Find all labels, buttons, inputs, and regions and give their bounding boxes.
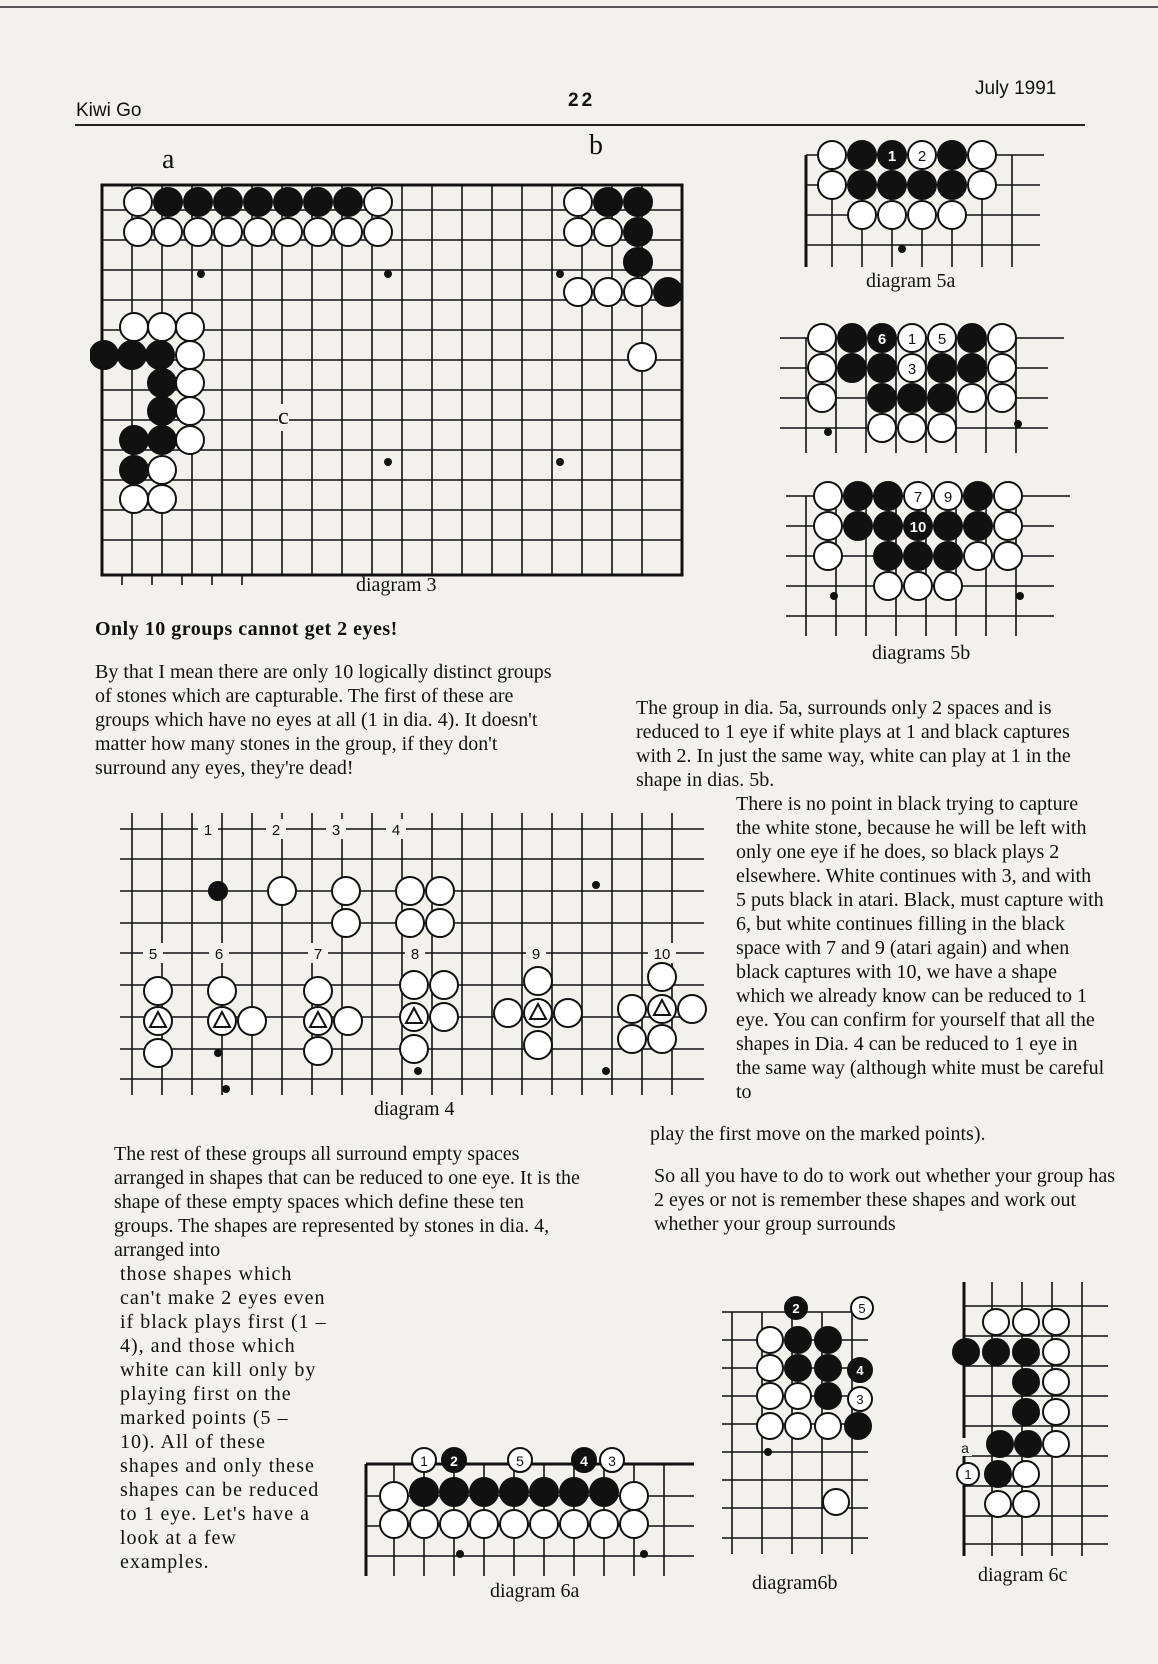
d6a-move-2: 2	[450, 1453, 458, 1469]
d4-num-10: 10	[653, 946, 671, 963]
d4-num-1: 1	[203, 822, 213, 839]
d6b-move-4: 4	[856, 1363, 864, 1378]
d6a-move-5: 5	[516, 1453, 524, 1469]
diagram-6c-board	[944, 1276, 1124, 1566]
magazine-title: Kiwi Go	[76, 100, 142, 121]
d6a-move-4: 4	[580, 1453, 588, 1469]
page-number: 22	[568, 90, 596, 111]
diagram-3-label-c: c	[278, 404, 289, 430]
d5b-move-5: 5	[937, 331, 947, 348]
diagram-4-board	[118, 805, 712, 1105]
diagram-6b-caption: diagram6b	[752, 1572, 838, 1594]
diagram-6a-caption: diagram 6a	[490, 1580, 580, 1602]
left-paragraph-2: The rest of these groups all surround empty spaces arranged in shapes that can be reduced to one eye. It is the shape of these empty spaces which define these ten groups. The shapes are represented by stones in dia. 4, arranged into	[114, 1143, 580, 1261]
diagram-5b-bottom-board	[784, 478, 1074, 638]
right-paragraph-1-cont: There is no point in black trying to capture the white stone, because he will be left with only one eye if he does, so black plays 2 elsewhere. White continues with 3, and with 5 puts black in atari. Black, must capture with 6, but white continues filling in the black space with 7 and 9 (atari again) and when black captures with 10, we have a shape which we already know can be reduced to 1 eye. You can confirm for yourself that all the shapes in Dia. 4 can be reduced to 1 eye in the same way (although white must be careful to	[736, 793, 1105, 1103]
d5b-move-7: 7	[913, 489, 923, 506]
diagram-4-caption: diagram 4	[374, 1098, 455, 1120]
top-edge-rule	[0, 6, 1158, 8]
d5b-move-1: 1	[907, 331, 917, 348]
d4-num-9: 9	[531, 946, 541, 963]
diagram-5b-caption: diagrams 5b	[872, 642, 971, 664]
section-heading: Only 10 groups cannot get 2 eyes!	[95, 618, 398, 640]
diagram-5b-top-board	[778, 318, 1068, 458]
diagram-5a-caption: diagram 5a	[866, 270, 956, 292]
d6c-move-1: 1	[964, 1467, 972, 1482]
d6a-move-3: 3	[608, 1453, 616, 1469]
diagram-6b-board	[718, 1292, 888, 1562]
issue-date: July 1991	[975, 78, 1057, 99]
right-paragraph-1: The group in dia. 5a, surrounds only 2 spaces and is reduced to 1 eye if white plays at 1 and black captures with 2. In just the same way, white can play at 1 in the shape in dias. 5b.	[636, 697, 1071, 791]
d4-num-2: 2	[271, 822, 281, 839]
d5b-move-3: 3	[907, 361, 917, 378]
diagram-3-board	[90, 165, 690, 585]
d6b-move-3: 3	[856, 1392, 864, 1407]
d5b-move-9: 9	[943, 489, 953, 506]
d4-num-3: 3	[331, 822, 341, 839]
d4-num-8: 8	[410, 946, 420, 963]
header-rule	[75, 124, 1085, 126]
diagram-3-caption: diagram 3	[356, 574, 437, 596]
diagram-6c-caption: diagram 6c	[978, 1564, 1068, 1586]
d5b-move-6: 6	[877, 331, 887, 348]
diagram-3-label-a: a	[162, 144, 175, 175]
right-paragraph-1-end: play the first move on the marked points).	[650, 1123, 986, 1145]
d6b-move-2: 2	[792, 1301, 800, 1316]
d6b-move-5: 5	[858, 1301, 866, 1316]
d4-num-5: 5	[148, 946, 158, 963]
right-paragraph-2: So all you have to do to work out whether your group has 2 eyes or not is remember these shapes and work out whether your group surrounds	[654, 1165, 1116, 1235]
diagram-6a-board	[362, 1440, 702, 1580]
d5a-move-1: 1	[887, 148, 897, 165]
d4-num-6: 6	[214, 946, 224, 963]
diagram-5a-board	[800, 135, 1050, 275]
d4-num-4: 4	[391, 822, 401, 839]
left-paragraph-3: those shapes which can't make 2 eyes even if black plays first (1 – 4), and those which white can kill only by playing first on the marked points (5 – 10). All of these shapes and only these shapes can be reduced to 1 eye. Let's have a look at a few examples.	[120, 1263, 327, 1573]
d6a-move-1: 1	[420, 1453, 428, 1469]
d5a-move-2: 2	[917, 148, 927, 165]
d4-num-7: 7	[313, 946, 323, 963]
d6c-label-a: a	[961, 1440, 969, 1456]
intro-paragraph: By that I mean there are only 10 logically distinct groups of stones which are capturable. The first of these are groups which have no eyes at all (1 in dia. 4). It doesn't matter how many stones in the group, if they don't surround any eyes, they're dead!	[95, 661, 552, 779]
d5b-move-10: 10	[909, 519, 927, 536]
diagram-3-label-b: b	[589, 130, 603, 161]
